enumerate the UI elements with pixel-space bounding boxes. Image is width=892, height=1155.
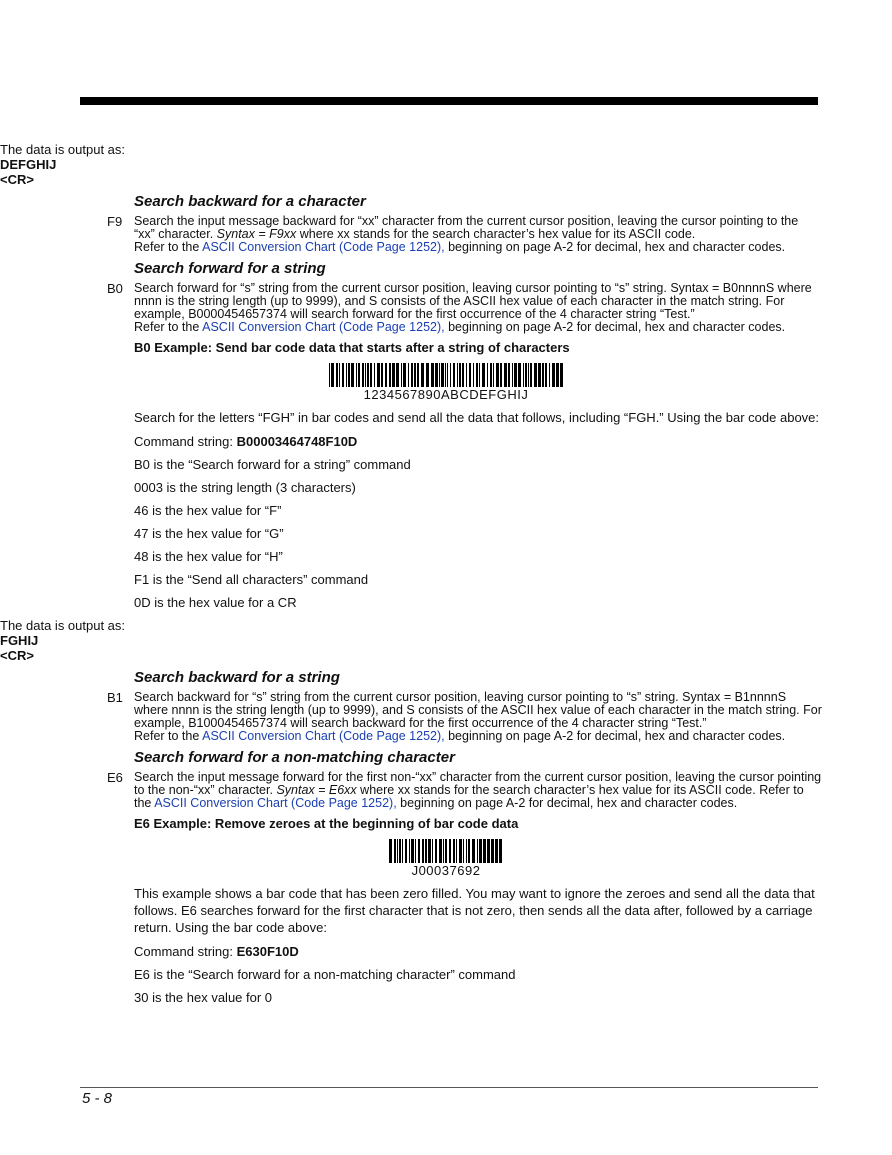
f9-ascii-chart-link[interactable]: ASCII Conversion Chart (Code Page 1252), — [202, 240, 445, 254]
heading-search-forward-non-matching: Search forward for a non-matching character — [134, 749, 455, 766]
b0-line-7: 0D is the hex value for a CR — [134, 595, 297, 610]
barcode-bar — [362, 363, 364, 387]
barcode-bar — [432, 839, 433, 863]
barcode-bar — [549, 363, 550, 387]
barcode-bar — [457, 363, 458, 387]
code-b0: B0 — [107, 281, 123, 296]
code-b1: B1 — [107, 690, 123, 705]
barcode-bar — [401, 363, 402, 387]
barcode-bar — [329, 363, 330, 387]
barcode-bar — [428, 839, 431, 863]
barcode-bar — [459, 839, 462, 863]
e6-line-2: 30 is the hex value for 0 — [134, 990, 273, 1005]
barcode-bar — [456, 839, 457, 863]
b0-command — [134, 434, 822, 449]
e6-syntax: Syntax = E6xx — [276, 783, 357, 797]
barcode-bar — [374, 363, 375, 387]
barcode-bar — [397, 839, 398, 863]
page-content — [0, 142, 892, 1013]
barcode-bar — [411, 839, 414, 863]
barcode-bar — [342, 363, 344, 387]
barcode-bar — [499, 839, 502, 863]
header-rule — [80, 97, 818, 105]
output-cr: <CR> — [0, 172, 34, 187]
e6-desc: This example shows a bar code that has been zero filled. You may want to ignore the zeroes and send all the data that follows. E6 searches forward for the first character that is not zero, then sends all the data after, followed by a carriage return. Using the bar code above: — [134, 886, 815, 935]
heading-search-backward-string: Search backward for a string — [134, 669, 340, 686]
barcode-bar — [538, 363, 541, 387]
barcode-bar — [482, 363, 485, 387]
barcode-bar — [491, 839, 494, 863]
barcode-bar — [435, 839, 437, 863]
barcode-bar — [331, 363, 334, 387]
barcode-bar — [469, 363, 471, 387]
barcode-bar — [487, 363, 488, 387]
barcode-bar — [495, 839, 498, 863]
barcode-bar — [339, 363, 340, 387]
b0-ascii-chart-link[interactable]: ASCII Conversion Chart (Code Page 1252), — [202, 320, 445, 334]
b0-line-6: F1 is the “Send all characters” command — [134, 572, 369, 587]
e6-refer-post: beginning on page A-2 for decimal, hex and character codes. — [400, 796, 738, 810]
e6-text1: Search the input message forward for the first non-“xx” character from the current cursor position, leaving the cursor pointing to the non-“xx” character. — [134, 770, 822, 797]
barcode-bar — [528, 363, 529, 387]
e6-text2: where xx stands for the search character’s hex value for its ASCII code. Refer to the — [134, 783, 804, 810]
barcode-bar — [370, 363, 372, 387]
barcode-bar — [403, 363, 406, 387]
barcode-bar — [542, 363, 544, 387]
barcode-bar — [445, 839, 447, 863]
e6-command-value: E630F10D — [236, 944, 299, 959]
barcode-bar — [358, 363, 360, 387]
b0-line-5: 48 is the hex value for “H” — [134, 549, 283, 564]
output-label: The data is output as: — [0, 142, 126, 157]
barcode-bar — [462, 363, 464, 387]
barcode-bar — [418, 839, 420, 863]
barcode-bar — [483, 839, 486, 863]
b1-refer-pre: Refer to the — [134, 729, 200, 743]
barcode-bar — [476, 363, 478, 387]
barcode-bar — [399, 839, 401, 863]
barcode-bar — [408, 363, 409, 387]
b0-barcode-bars — [329, 363, 564, 387]
b0-refer-post: beginning on page A-2 for decimal, hex and character codes. — [448, 320, 786, 334]
barcode-bar — [530, 363, 532, 387]
barcode-bar — [453, 363, 455, 387]
barcode-bar — [496, 363, 499, 387]
heading-search-forward-string: Search forward for a string — [134, 260, 326, 277]
b0-line-3: 46 is the hex value for “F” — [134, 503, 282, 518]
barcode-bar — [504, 363, 507, 387]
b1-ascii-chart-link[interactable]: ASCII Conversion Chart (Code Page 1252), — [202, 729, 445, 743]
entry-b0 — [107, 281, 822, 334]
barcode-bar — [396, 363, 399, 387]
barcode-bar — [514, 363, 517, 387]
barcode-bar — [466, 839, 467, 863]
barcode-bar — [439, 839, 442, 863]
code-f9: F9 — [107, 214, 123, 229]
f9-text2: where xx stands for the search character’s hex value for its ASCII code. — [299, 227, 696, 241]
barcode-bar — [441, 363, 444, 387]
barcode-bar — [463, 839, 464, 863]
barcode-bar — [389, 839, 392, 863]
e6-barcode-bars — [389, 839, 504, 863]
barcode-bar — [450, 363, 451, 387]
barcode-bar — [336, 363, 338, 387]
barcode-bar — [525, 363, 527, 387]
barcode-bar — [552, 363, 555, 387]
entry-f9 — [107, 214, 822, 254]
barcode-bar — [508, 363, 510, 387]
barcode-bar — [545, 363, 547, 387]
b0-barcode — [0, 363, 892, 401]
barcode-bar — [512, 363, 513, 387]
barcode-bar — [500, 363, 502, 387]
barcode-bar — [431, 363, 434, 387]
barcode-bar — [472, 839, 475, 863]
barcode-bar — [417, 363, 419, 387]
barcode-bar — [447, 363, 448, 387]
footer-rule — [80, 1087, 818, 1088]
e6-line-1: E6 is the “Search forward for a non-matching character” command — [134, 967, 516, 982]
barcode-bar — [523, 363, 524, 387]
e6-example-title: E6 Example: Remove zeroes at the beginning of bar code data — [134, 816, 519, 831]
barcode-bar — [477, 839, 478, 863]
barcode-bar — [348, 363, 350, 387]
f9-refer-pre: Refer to the — [134, 240, 200, 254]
barcode-bar — [449, 839, 451, 863]
heading-search-backward-character: Search backward for a character — [134, 193, 366, 210]
output-value: DEFGHIJ — [0, 157, 57, 172]
barcode-bar — [556, 363, 559, 387]
barcode-bar — [389, 363, 391, 387]
e6-command-label: Command string: — [134, 944, 233, 959]
barcode-bar — [365, 363, 366, 387]
barcode-bar — [426, 363, 429, 387]
barcode-bar — [560, 363, 563, 387]
b0-text: Search forward for “s” string from the current cursor position, leaving cursor pointing to “s” string. Syntax = B0nnnnS where nnnn is the string length (up to 9999), and S consists of the ASCII hex value of each character in the match string. For example, B0000454657374 will search forward for the first occurrence of the 4 character string “Test.” — [134, 281, 812, 321]
barcode-bar — [466, 363, 467, 387]
e6-barcode — [0, 839, 892, 877]
barcode-bar — [459, 363, 461, 387]
barcode-bar — [377, 363, 380, 387]
b0-line-2: 0003 is the string length (3 characters) — [134, 480, 356, 495]
barcode-bar — [421, 363, 424, 387]
barcode-bar — [356, 363, 357, 387]
barcode-bar — [443, 839, 444, 863]
barcode-bar — [405, 839, 407, 863]
b0-output-value: FGHIJ — [0, 633, 39, 648]
barcode-bar — [445, 363, 446, 387]
barcode-bar — [414, 363, 416, 387]
code-e6: E6 — [107, 770, 123, 785]
page-number: 5 - 8 — [82, 1090, 113, 1107]
b0-refer-pre: Refer to the — [134, 320, 200, 334]
barcode-bar — [479, 839, 482, 863]
b0-output-cr: <CR> — [0, 648, 34, 663]
barcode-bar — [490, 363, 492, 387]
barcode-bar — [411, 363, 413, 387]
e6-barcode-caption: J00037692 — [411, 863, 481, 878]
b1-text: Search backward for “s” string from the current cursor position, leaving cursor pointing to “s” string. Syntax = B1nnnnS where nnnn is the string length (up to 9999), and S consists of the ASCII hex value of each character in the match string. For example, B1000454657374 will search backward for the first occurrence of the 4 character string “Test.” — [134, 690, 822, 730]
barcode-bar — [473, 363, 474, 387]
barcode-bar — [402, 839, 403, 863]
entry-b1 — [107, 690, 822, 743]
barcode-bar — [534, 363, 537, 387]
barcode-bar — [394, 839, 396, 863]
b0-line-1: B0 is the “Search forward for a string” command — [134, 457, 411, 472]
b0-barcode-caption: 1234567890ABCDEFGHIJ — [363, 387, 529, 402]
b0-command-value: B00003464748F10D — [236, 434, 358, 449]
barcode-bar — [367, 363, 369, 387]
e6-command — [134, 944, 822, 959]
barcode-bar — [392, 363, 395, 387]
barcode-bar — [422, 839, 424, 863]
barcode-bar — [415, 839, 416, 863]
barcode-bar — [381, 363, 383, 387]
b0-desc: Search for the letters “FGH” in bar codes and send all the data that follows, including “FGH.” Using the bar code above: — [134, 410, 820, 425]
barcode-bar — [493, 363, 494, 387]
f9-text1: Search the input message backward for “xx” character from the current cursor position, leaving the cursor pointing to the “xx” character. — [134, 214, 799, 241]
barcode-bar — [409, 839, 410, 863]
barcode-bar — [487, 839, 490, 863]
barcode-bar — [425, 839, 427, 863]
barcode-bar — [479, 363, 480, 387]
barcode-bar — [439, 363, 440, 387]
b0-command-label: Command string: — [134, 434, 233, 449]
f9-syntax: Syntax = F9xx — [216, 227, 297, 241]
f9-refer-post: beginning on page A-2 for decimal, hex and character codes. — [448, 240, 786, 254]
barcode-bar — [346, 363, 347, 387]
b0-output-label: The data is output as: — [0, 618, 126, 633]
barcode-bar — [385, 363, 387, 387]
barcode-bar — [453, 839, 455, 863]
barcode-bar — [468, 839, 470, 863]
b0-example-title: B0 Example: Send bar code data that starts after a string of characters — [134, 340, 570, 355]
e6-ascii-chart-link[interactable]: ASCII Conversion Chart (Code Page 1252), — [154, 796, 397, 810]
barcode-bar — [351, 363, 354, 387]
barcode-bar — [435, 363, 438, 387]
b0-line-4: 47 is the hex value for “G” — [134, 526, 284, 541]
barcode-bar — [518, 363, 521, 387]
b1-refer-post: beginning on page A-2 for decimal, hex and character codes. — [448, 729, 786, 743]
entry-e6 — [107, 770, 822, 810]
